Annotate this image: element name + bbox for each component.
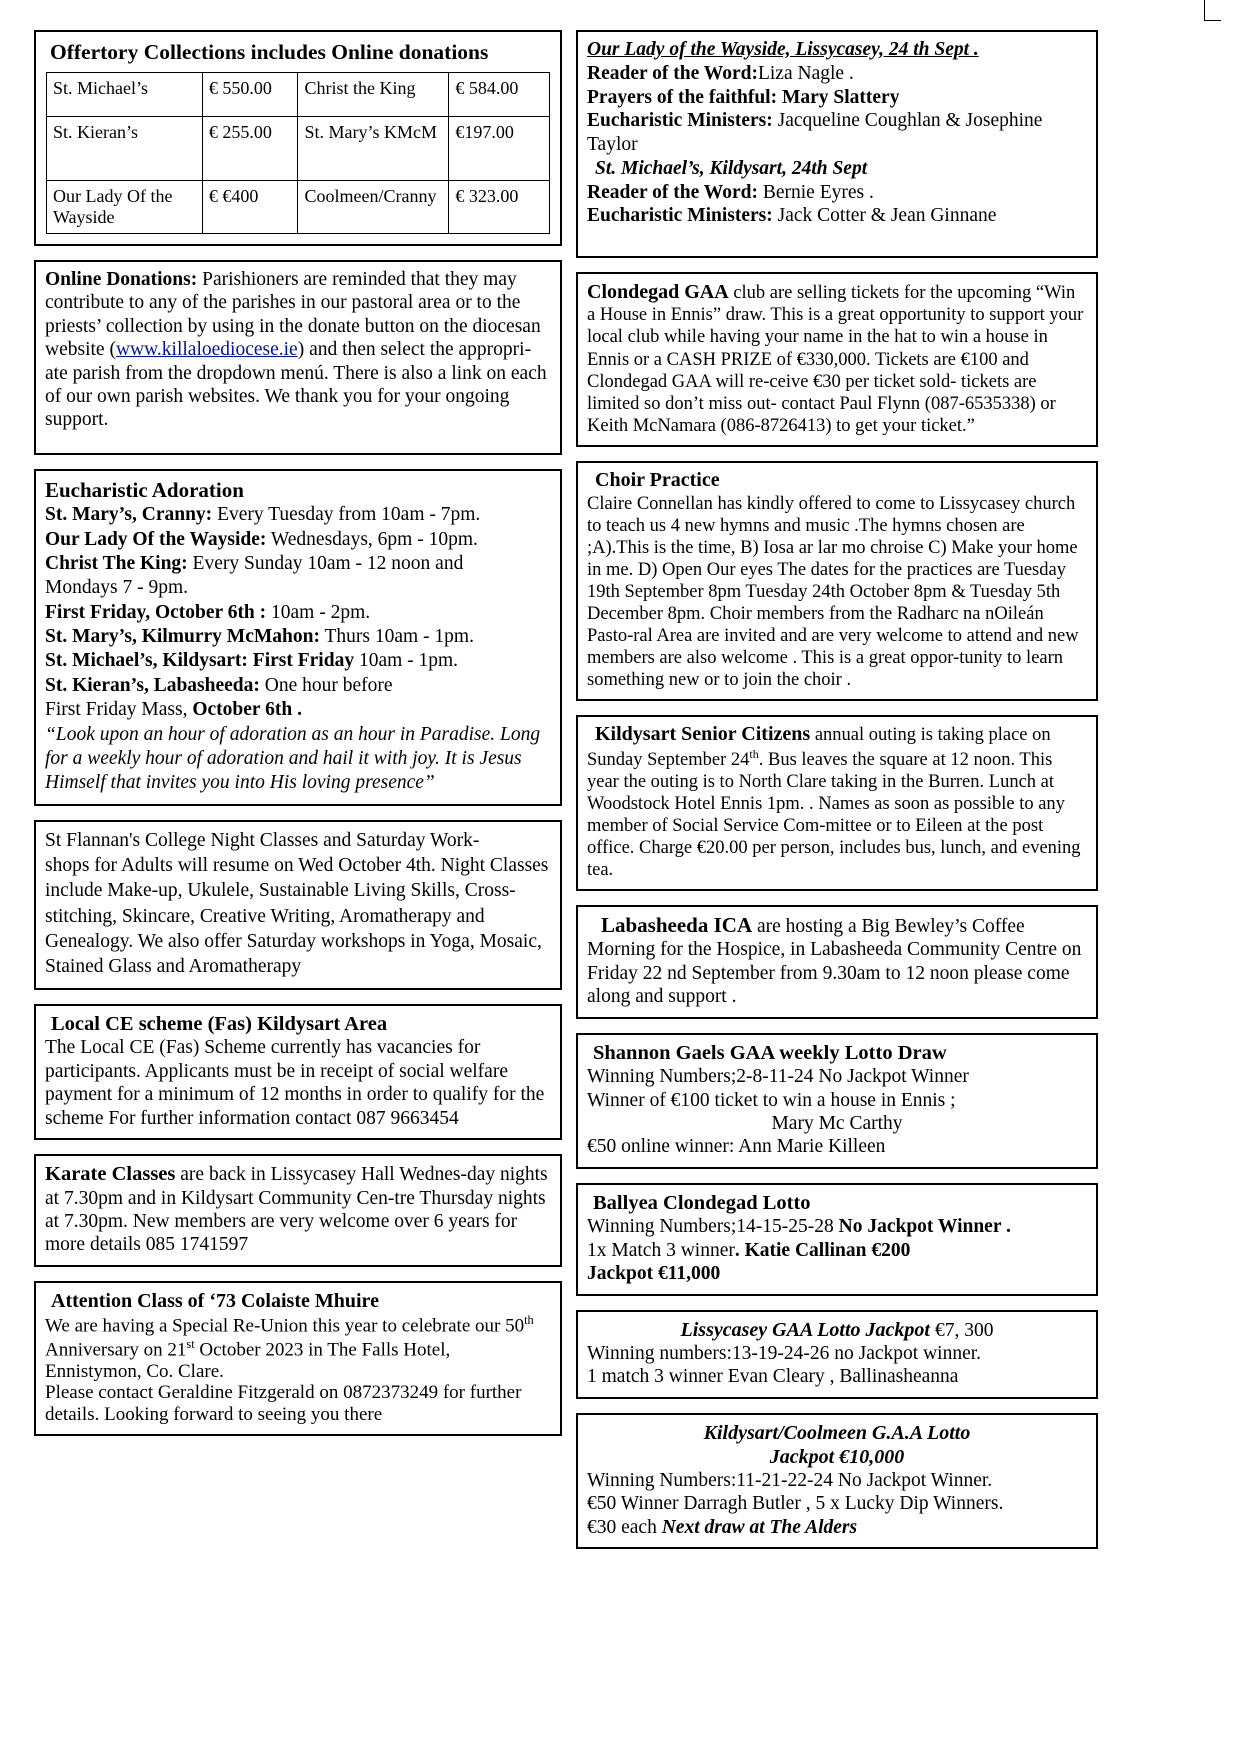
lissycasey-lotto-title-text: Lissycasey GAA Lotto Jackpot xyxy=(680,1318,935,1341)
offertory-collections-box xyxy=(34,30,562,246)
eucharistic-ministers-kildysart xyxy=(587,204,1087,228)
ballyea-clondegad-lotto-box xyxy=(576,1183,1098,1296)
prayers-of-faithful: Prayers of the faithful: Mary Slattery xyxy=(587,86,900,108)
eucharistic-adoration-box xyxy=(34,469,562,806)
shannon-gaels-lotto-box xyxy=(576,1033,1098,1169)
adoration-label: St. Mary’s, Cranny: xyxy=(45,504,213,526)
karate-body: are back in Lissycasey Hall Wednes-day nights at 7.30pm and in Kildysart Community Cen-tre Thursday nights at 7.30pm. New members are very welcome over 6 years for more details 085 1741597 xyxy=(45,1163,548,1256)
killaloe-diocese-link[interactable]: www.killaloediocese.ie xyxy=(115,339,298,361)
choir-practice-body: Claire Connellan has kindly offered to come to Lissycasey church to teach us 4 new hymns and music .The hymns chosen are ;A).This is the time, B) Iosa ar lar mo chroise C) Make your home in me. D) Open Our eyes The dates for the practices are Tuesday 19th September 8pm Tuesday 24th October 8pm & Tuesday 5th December 8pm. Choir members from the Radharc na nOileán Pasto-ral Area are invited and are very welcome to attend and new members are also welcome . This is a great oppor-tunity to learn something new or to join the choir . xyxy=(587,494,1079,691)
adoration-label: St. Michael’s, Kildysart: First Friday xyxy=(45,650,355,672)
kildysart-senior-citizens-box xyxy=(576,715,1098,891)
clondegad-gaa-text xyxy=(587,280,1087,437)
adoration-title: Eucharistic Adoration xyxy=(45,477,244,502)
adoration-line xyxy=(45,503,551,527)
attention-sup-st: st xyxy=(186,1336,195,1351)
right-column xyxy=(576,30,1098,1563)
adoration-value: Thurs 10am - 1pm. xyxy=(319,626,474,648)
karate-text xyxy=(45,1162,551,1257)
labasheeda-ica-text xyxy=(587,913,1087,1009)
ce-scheme-title: Local CE scheme (Fas) Kildysart Area xyxy=(51,1012,388,1035)
st-flannans-night-classes-box xyxy=(34,820,562,990)
eucharistic-ministers-lissycasey xyxy=(587,109,1087,157)
ministers-of-word-box xyxy=(576,30,1098,258)
kildysart-coolmeen-next-draw xyxy=(587,1516,1087,1539)
eucharistic-value: Jack Cotter & Jean Ginnane xyxy=(772,205,997,227)
st-flannans-line1: St Flannan's College Night Classes and Saturday Work- xyxy=(45,829,480,851)
adoration-value: Mondays 7 - 9pm. xyxy=(45,577,188,599)
clondegad-gaa-body: club are selling tickets for the upcoming “Win a House in Ennis” draw. This is a great opportunity to support your local club while having your name in the hat to win a house in Ennis or a CASH PRIZE of €330,000. Tickets are €100 and Clondegad GAA will re-ceive €30 per ticket sold- tickets are limited so don’t miss out- contact Paul Flynn (087-6535338) or Keith McNamara (086-8726413) to get your ticket.” xyxy=(587,283,1084,437)
attention-line-1 xyxy=(45,1313,551,1383)
kildysart-coolmeen-numbers: Winning Numbers:11-21-22-24 No Jackpot Winner. xyxy=(587,1469,993,1491)
table-row xyxy=(47,72,550,116)
kildysart-coolmeen-title: Kildysart/Coolmeen G.A.A Lotto xyxy=(703,1421,971,1444)
adoration-value: Every Tuesday from 10am - 7pm. xyxy=(212,504,481,526)
adoration-label: Christ The King: xyxy=(45,552,188,574)
adoration-line xyxy=(45,576,551,600)
adoration-line xyxy=(45,601,551,625)
kildysart-coolmeen-venue: Next draw at The Alders xyxy=(661,1516,858,1538)
table-row xyxy=(47,180,550,233)
senior-citizens-body-b: . Bus leaves the square at 12 noon. This year the outing is to North Clare taking in the Burren. Lunch at Woodstock Hotel Ennis 1pm. . Names as soon as possible to any member of Social Service Com-mittee or to Eileen at the post office. Charge €20.00 per person, includes bus, lunch, and evening tea. xyxy=(587,750,1081,881)
reader-value: Liza Nagle . xyxy=(757,62,854,84)
karate-title: Karate Classes xyxy=(45,1162,176,1185)
reader-lissycasey xyxy=(587,62,1087,86)
adoration-quote: “Look upon an hour of adoration as an hour in Paradise. Long for a weekly hour of adoration and hail it with joy. It is Jesus Himself that invites you into His loving presence” xyxy=(45,723,541,794)
attention-text-b: Anniversary on 21 xyxy=(45,1339,187,1361)
eucharistic-value: Jacqueline Coughlan & Josephine Taylor xyxy=(587,110,1043,156)
page-corner-mark xyxy=(1204,0,1221,21)
offertory-title: Offertory Collections includes Online donations xyxy=(50,40,489,64)
ministers-heading-kildysart: St. Michael’s, Kildysart, 24th Sept xyxy=(595,157,868,179)
adoration-value: Every Sunday 10am - 12 noon and xyxy=(187,552,464,574)
table-row xyxy=(47,116,550,180)
left-column xyxy=(34,30,562,1450)
online-donations-title: Online Donations: xyxy=(45,268,198,290)
kildysart-coolmeen-winner: €50 Winner Darragh Butler , 5 x Lucky Dip Winners. xyxy=(587,1493,1004,1515)
lissycasey-gaa-lotto-box xyxy=(576,1310,1098,1399)
ballyea-jackpot: Jackpot €11,000 xyxy=(587,1263,721,1285)
ballyea-numbers-text: Winning Numbers;14-15-25-28 xyxy=(587,1216,839,1238)
lissycasey-lotto-match3: 1 match 3 winner Evan Cleary , Ballinasheanna xyxy=(587,1366,959,1388)
clondegad-gaa-box xyxy=(576,272,1098,447)
ce-scheme-body: The Local CE (Fas) Scheme currently has vacancies for participants. Applicants must be in receipt of social welfare payment for a minimum of 12 months in order to qualify for the scheme For further information contact 087 9663454 xyxy=(45,1037,545,1129)
shannon-gaels-online-winner: €50 online winner: Ann Marie Killeen xyxy=(587,1136,886,1158)
clondegad-gaa-title: Clondegad GAA xyxy=(587,281,729,303)
attention-text-c: October 2023 in The Falls Hotel, Ennistymon, Co. Clare. xyxy=(45,1339,451,1382)
labasheeda-ica-body: are hosting a Big Bewley’s Coffee Morning for the Hospice, in Labasheeda Community Centre on Friday 22 nd September from 9.30am to 12 noon please come along and support . xyxy=(587,916,1082,1008)
offertory-cell: St. Michael’s xyxy=(47,72,203,116)
adoration-value: Wednesdays, 6pm - 10pm. xyxy=(266,528,478,550)
online-donations-box xyxy=(34,260,562,455)
lissycasey-lotto-title xyxy=(587,1318,1087,1342)
adoration-value: 10am - 2pm. xyxy=(266,601,371,623)
adoration-line xyxy=(45,649,551,673)
lissycasey-lotto-numbers: Winning numbers:13-19-24-26 no Jackpot winner. xyxy=(587,1342,982,1364)
senior-citizens-body-a: annual outing is taking place on Sunday September 24 xyxy=(587,725,1051,771)
offertory-cell: St. Kieran’s xyxy=(47,116,203,180)
reader-kildysart xyxy=(587,181,1087,205)
offertory-cell: Coolmeen/Cranny xyxy=(298,180,449,233)
kildysart-coolmeen-each: €30 each xyxy=(587,1516,662,1538)
class-of-73-reunion-box xyxy=(34,1281,562,1436)
adoration-mass-text: First Friday Mass, xyxy=(45,699,193,721)
ce-scheme-box xyxy=(34,1004,562,1140)
adoration-mass-date: October 6th . xyxy=(192,699,302,721)
choir-practice-title: Choir Practice xyxy=(595,469,720,492)
lissycasey-lotto-jackpot: €7, 300 xyxy=(934,1319,994,1341)
kildysart-coolmeen-lotto-box xyxy=(576,1413,1098,1549)
adoration-label: First Friday, October 6th : xyxy=(45,601,267,623)
adoration-value: 10am - 1pm. xyxy=(354,650,459,672)
shannon-gaels-winner-name: Mary Mc Carthy xyxy=(771,1113,903,1134)
reader-value: Bernie Eyres . xyxy=(757,181,874,203)
ballyea-match3 xyxy=(587,1239,1087,1262)
ballyea-match3-winner: . Katie Callinan €200 xyxy=(734,1239,911,1261)
labasheeda-ica-title: Labasheeda ICA xyxy=(601,913,753,938)
online-donations-body-1: Parishioners are reminded that they may contribute to any of the parishes in our pastoral area or to the priests’ collection by using in the donate button on the diocesan website ( xyxy=(45,268,541,361)
senior-citizens-text xyxy=(587,723,1087,881)
offertory-cell: € 255.00 xyxy=(202,116,298,180)
shannon-gaels-ticket-winner: Winner of €100 ticket to win a house in Ennis ; xyxy=(587,1089,956,1111)
online-donations-body-2: ) and then select the appropri-ate parish from the dropdown menú. There is also a link on each of our own parish websites. We thank you for your ongoing support. xyxy=(45,339,547,431)
senior-citizens-sup: th xyxy=(749,746,759,761)
labasheeda-ica-box xyxy=(576,905,1098,1019)
attention-sup-th: th xyxy=(524,1312,534,1327)
karate-classes-box xyxy=(34,1154,562,1267)
attention-title: Attention Class of ‘73 Colaiste Mhuire xyxy=(51,1289,379,1312)
adoration-last-line xyxy=(45,698,551,722)
shannon-gaels-title: Shannon Gaels GAA weekly Lotto Draw xyxy=(593,1041,947,1064)
adoration-line xyxy=(45,674,551,698)
ballyea-numbers xyxy=(587,1215,1087,1238)
offertory-cell: €197.00 xyxy=(449,116,550,180)
offertory-cell: St. Mary’s KMcM xyxy=(298,116,449,180)
senior-citizens-title: Kildysart Senior Citizens xyxy=(595,723,811,746)
adoration-label: St. Mary’s, Kilmurry McMahon: xyxy=(45,626,320,648)
ballyea-match3-text: 1x Match 3 winner xyxy=(587,1239,735,1261)
adoration-line xyxy=(45,625,551,649)
attention-text-a: We are having a Special Re-Union this year to celebrate our 50 xyxy=(45,1315,525,1337)
reader-label: Reader of the Word: xyxy=(587,181,758,203)
eucharistic-label: Eucharistic Ministers: xyxy=(587,205,773,227)
offertory-cell: € 584.00 xyxy=(449,72,550,116)
offertory-cell: € 550.00 xyxy=(202,72,298,116)
offertory-cell: € 323.00 xyxy=(449,180,550,233)
offertory-cell: € €400 xyxy=(202,180,298,233)
ministers-heading-lissycasey: Our Lady of the Wayside, Lissycasey, 24 th Sept . xyxy=(587,39,979,60)
adoration-value: One hour before xyxy=(259,674,393,696)
kildysart-coolmeen-jackpot: Jackpot €10,000 xyxy=(769,1445,905,1468)
attention-line-2: Please contact Geraldine Fitzgerald on 0872373249 for further details. Looking forward to seeing you there xyxy=(45,1382,522,1425)
offertory-table xyxy=(46,72,550,234)
offertory-cell: Our Lady Of the Wayside xyxy=(47,180,203,233)
adoration-label: Our Lady Of the Wayside: xyxy=(45,528,267,550)
eucharistic-label: Eucharistic Ministers: xyxy=(587,110,773,132)
offertory-cell: Christ the King xyxy=(298,72,449,116)
st-flannans-body: shops for Adults will resume on Wed October 4th. Night Classes include Make-up, Ukulele, Sustainable Living Skills, Cross-stitching, Skincare, Creative Writing, Aromatherapy and Genealogy. We also offer Saturday workshops in Yoga, Mosaic, Stained Glass and Aromatherapy xyxy=(45,855,549,978)
adoration-label: St. Kieran’s, Labasheeda: xyxy=(45,674,260,696)
reader-label: Reader of the Word: xyxy=(587,62,758,84)
shannon-gaels-numbers: Winning Numbers;2-8-11-24 No Jackpot Winner xyxy=(587,1066,969,1088)
adoration-line xyxy=(45,528,551,552)
choir-practice-box xyxy=(576,461,1098,701)
two-column-layout xyxy=(34,30,1209,1563)
ballyea-no-jackpot: No Jackpot Winner . xyxy=(838,1216,1011,1238)
online-donations-text xyxy=(45,268,551,432)
ballyea-title: Ballyea Clondegad Lotto xyxy=(593,1191,811,1214)
adoration-line xyxy=(45,552,551,576)
